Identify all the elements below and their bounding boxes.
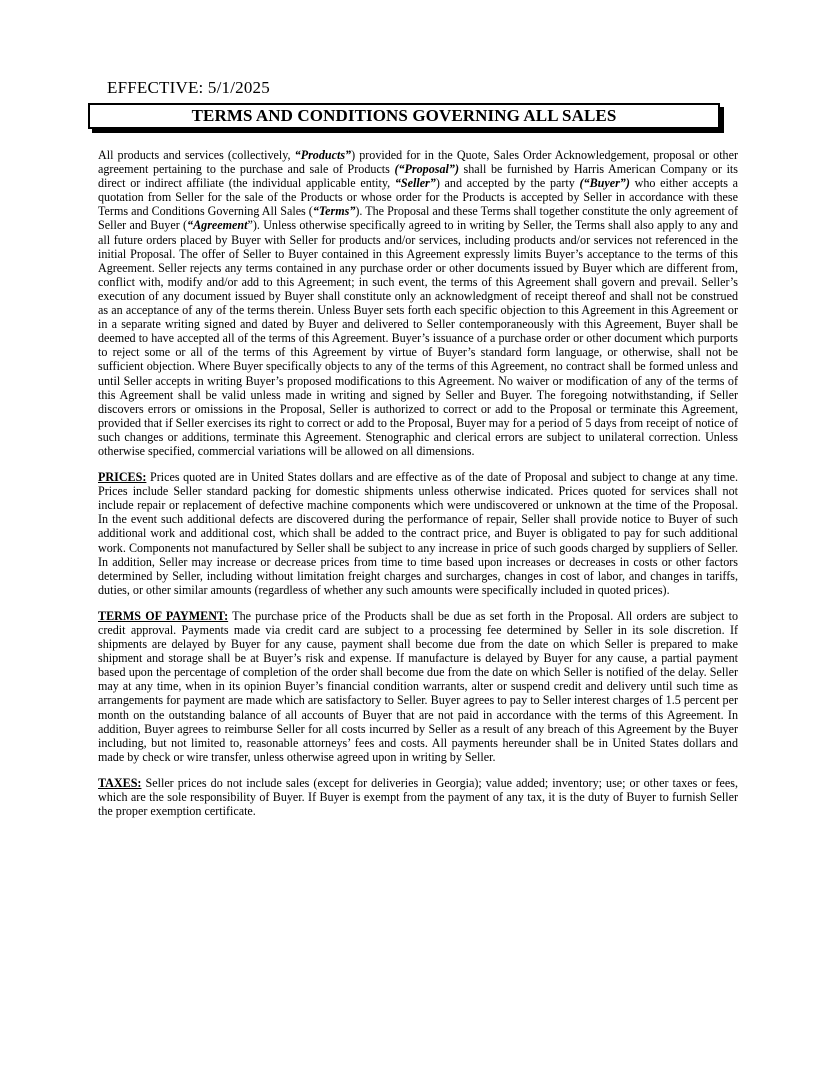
title-box [88, 103, 720, 129]
taxes-section [98, 776, 738, 818]
payment-heading: TERMS OF PAYMENT: [98, 608, 229, 623]
term-agreement: “Agreement [187, 218, 248, 233]
term-proposal: (“Proposal”) [394, 162, 459, 177]
intro-text-5: who either accepts a quotation from Seller for the sale of the Products or whose order for the Products is accepted by Seller in accordance with these Terms and Conditions Governing All Sales ( [98, 176, 738, 219]
term-products: “Products” [294, 148, 352, 162]
intro-text-3: shall be furnished by Harris American Company or its direct or indirect affiliate (the individual applicable entity, [98, 162, 738, 191]
prices-body: Prices quoted are in United States dollars and are effective as of the date of Proposal and subject to change at any time. Prices include Seller standard packing for domestic shipments unless otherwise indicated. Prices quoted for services shall not include repair or replacement of defective machine components which were undiscovered or unknown at the time of the Proposal. In the event such additional defects are discovered during the performance of repair, Seller shall provide notice to Buyer of such additional work and additional cost, which shall be added to the contract price, and Buyer is obligated to pay for such additional work. Components not manufactured by Seller shall be subject to any increase in price of such goods charged by suppliers of Seller. In addition, Seller may increase or decrease prices from time to time based upon increases or decreases in costs or other factors determined by Seller, including without limitation freight charges and surcharges, changes in cost of labor, and changes in tariffs, duties, or other similar amounts (regardless of whether any such amounts were specifically included in quoted prices). [98, 470, 738, 597]
prices-heading: PRICES: [98, 470, 147, 485]
prices-section [98, 470, 738, 597]
intro-text-4: ) and accepted by the party [435, 176, 580, 191]
intro-text-6: ). The Proposal and these Terms shall together constitute the only agreement of Seller and Buyer ( [98, 204, 738, 233]
taxes-heading: TAXES: [98, 775, 142, 790]
term-seller: “Seller” [394, 176, 436, 191]
intro-paragraph [98, 148, 738, 458]
term-terms: “Terms” [312, 204, 356, 219]
payment-body: The purchase price of the Products shall be due as set forth in the Proposal. All orders are subject to credit approval. Payments made via credit card are subject to a processing fee determined by Seller in its sole discretion. If shipments are delayed by Buyer for any cause, payment shall become due from the date on which Seller is prepared to make shipment and storage shall be at Buyer’s risk and expense. If manufacture is delayed by Buyer for any cause, a partial payment based upon the percentage of completion of the order shall become due from the date on which Seller is notified of the delay. Seller may at any time, when in its opinion Buyer’s financial condition warrants, alter or suspend credit and delivery until such time as arrangements for payment are made which are satisfactory to Seller. Buyer agrees to pay to Seller interest charges of 1.5 percent per month on the outstanding balance of all accounts of Buyer that are not paid in accordance with the terms of this Agreement. In addition, Buyer agrees to reimburse Seller for all costs incurred by Seller as a result of any breach of this Agreement by the Buyer including, but not limited to, reasonable attorneys’ fees and costs. All payments hereunder shall be in United States dollars and made by check or wire transfer, unless otherwise agreed upon in writing by Seller. [98, 608, 738, 764]
taxes-body: Seller prices do not include sales (except for deliveries in Georgia); value added; inventory; use; or other taxes or fees, which are the sole responsibility of Buyer. If Buyer is exempt from the payment of any tax, it is the duty of Buyer to furnish Seller the proper exemption certificate. [98, 775, 738, 819]
term-buyer: (“Buyer”) [579, 176, 630, 191]
intro-text-2: ) provided for in the Quote, Sales Order Acknowledgement, proposal or other agreement pertaining to the purchase and sale of Products [98, 148, 738, 177]
document-title: TERMS AND CONDITIONS GOVERNING ALL SALES [191, 106, 617, 125]
intro-text-7: ”). Unless otherwise specifically agreed to in writing by Seller, the Terms shall also apply to any and all future orders placed by Buyer with Seller for products and/or services, including products and/or services not referenced in the initial Proposal. The offer of Seller to Buyer contained in this Agreement expressly limits Buyer’s acceptance to the terms of this Agreement. Seller rejects any terms contained in any purchase order or other documents issued by Buyer which are different from, conflict with, modify and/or add to this Agreement; in such event, the terms of this Agreement shall govern and prevail. Seller’s execution of any document issued by Buyer shall constitute only an acknowledgment of receipt thereof and shall not be construed as an acceptance of any of the terms therein. Unless Buyer sets forth each specific objection to this Agreement in this Agreement or in a separate writing signed and dated by Buyer and delivered to Seller contemporaneously with this Agreement, Buyer shall be deemed to have accepted all of the terms of this Agreement. Buyer’s issuance of a purchase order or other document which purports to reject some or all of the terms of this Agreement by virtue of Buyer’s standard form language, or otherwise, shall not be sufficient objection. Where Buyer specifically objects to any of the terms of this Agreement, no contract shall be formed unless and until Seller accepts in writing Buyer’s proposed modifications to this Agreement. No waiver or modification of any of the terms of this Agreement shall be valid unless made in writing and signed by Seller and Buyer. The foregoing notwithstanding, if Seller discovers errors or omissions in the Proposal, Seller is authorized to correct or add to the Proposal or terminate this Agreement, provided that if Seller exercises its right to correct or add to the Proposal, Buyer may for a period of 5 days from receipt of notice of such changes or additions, terminate this Agreement. Stenographic and clerical errors are subject to unilateral correction. Unless otherwise specified, commercial variations will be allowed on all dimensions. [98, 218, 739, 458]
terms-body [98, 148, 738, 830]
intro-text-1: All products and services (collectively, [98, 148, 295, 162]
payment-section [98, 609, 738, 764]
effective-date: EFFECTIVE: 5/1/2025 [107, 78, 270, 97]
